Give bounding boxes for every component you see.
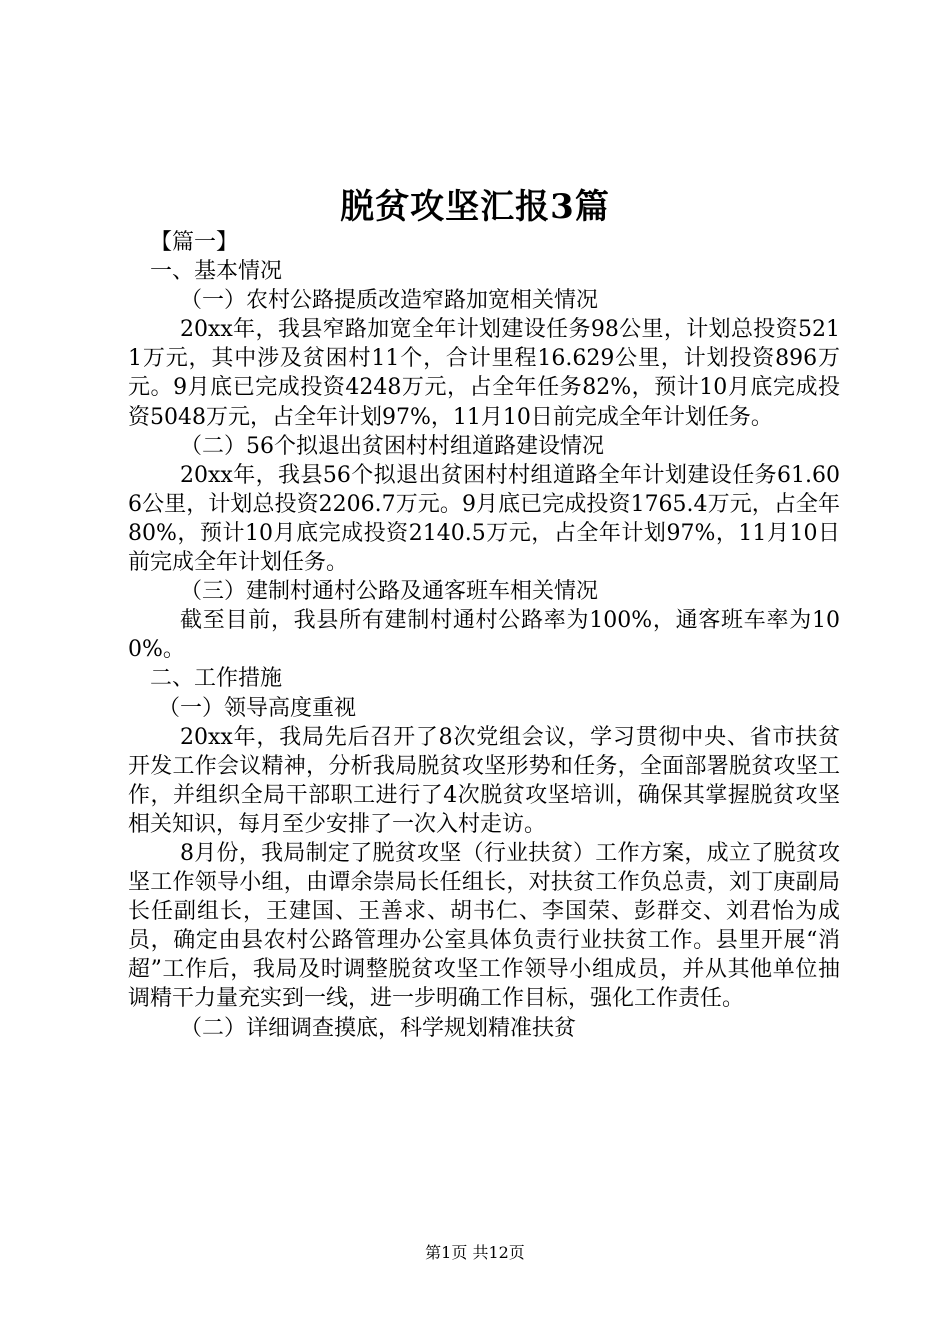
subheading-survey-planning: （二）详细调查摸底，科学规划精准扶贫 [180,1015,577,1041]
document-body [128,228,840,1043]
document-title: 脱贫攻坚汇报3篇 [340,187,610,227]
heading-basic-situation: 一、基本情况 [150,259,283,285]
subheading-bus-service: （三）建制村通村公路及通客班车相关情况 [180,579,599,605]
subheading-road-widening: （一）农村公路提质改造窄路加宽相关情况 [180,288,599,314]
paragraph-village-roads: 20xx年，我县56个拟退出贫困村村组道路全年计划建设任务61.606公里，计划总投资2206.7万元。9月底已完成投资1765.4万元，占全年80%，预计10月底完成投资2140.5万元，占全年计划97%，11月10日前完成全年计划任务。 [128,462,840,576]
paragraph-road-widening: 20xx年，我县窄路加宽全年计划建设任务98公里，计划总投资5211万元，其中涉及贫困村11个，合计里程16.629公里，计划投资896万元。9月底已完成投资4248万元，占全年任务82%，预计10月底完成投资5048万元，占全年计划97%，11月10日前完成全年计划任务。 [128,317,840,430]
subheading-village-roads: （二）56个拟退出贫困村村组道路建设情况 [180,433,604,459]
subheading-leadership: （一）领导高度重视 [158,695,357,721]
paragraph-leadership-meetings: 20xx年，我局先后召开了8次党组会议，学习贯彻中央、省市扶贫开发工作会议精神，分析我局脱贫攻坚形势和任务，全面部署脱贫攻坚工作，并组织全局干部职工进行了4次脱贫攻坚培训，确保其掌握脱贫攻坚相关知识，每月至少安排了一次入村走访。 [128,724,840,837]
heading-work-measures: 二、工作措施 [150,666,283,692]
page-footer: 第1页 共12页 [425,1243,525,1262]
paragraph-bus-service: 截至目前，我县所有建制村通村公路率为100%，通客班车率为100%。 [128,608,840,663]
section-marker: 【篇一】 [150,230,239,255]
paragraph-leadership-group: 8月份，我局制定了脱贫攻坚（行业扶贫）工作方案，成立了脱贫攻坚工作领导小组，由谭余崇局长任组长，对扶贫工作负总责，刘丁庚副局长任副组长，王建国、王善求、胡书仁、李国荣、彭群交、刘君怡为成员，确定由县农村公路管理办公室具体负责行业扶贫工作。县里开展“消超”工作后，我局及时调整脱贫攻坚工作领导小组成员，并从其他单位抽调精干力量充实到一线，进一步明确工作目标，强化工作责任。 [128,840,840,1012]
